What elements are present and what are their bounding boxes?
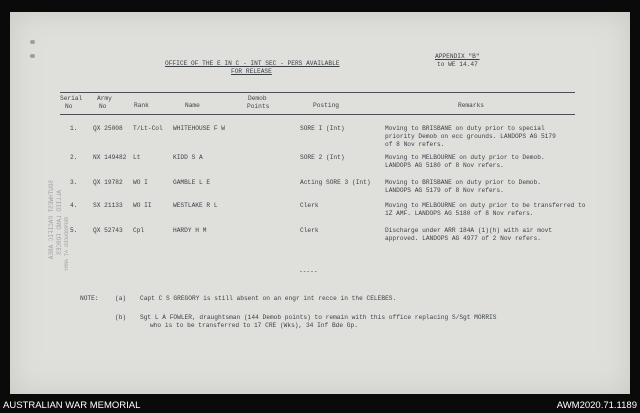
bleed-through-text: ALLIED LAND FORCES: [56, 190, 63, 255]
cell-rank: T/Lt-Col: [133, 125, 163, 132]
cell-rank: Lt: [133, 154, 141, 161]
column-header-posting: Posting: [313, 102, 339, 109]
column-header-remarks: Remarks: [458, 102, 484, 109]
cell-rank: Cpl: [133, 227, 145, 234]
note-marker: (a): [115, 295, 127, 302]
cell-rank: WO I: [133, 179, 148, 186]
cell-name: KIDD S A: [173, 154, 203, 161]
note-text: Capt C S GREGORY is still absent on an engr int recce in the CELEBES.: [140, 295, 397, 302]
cell-name: WHITEHOUSE F W: [173, 125, 225, 132]
punch-hole: [30, 54, 35, 58]
note-text: Sgt L A FOWLER, draughtsman (144 Demob points) to remain with this office replacing S/Sgt MORRIS: [140, 314, 497, 321]
punch-hole: [30, 40, 35, 44]
appendix-label: APPENDIX "B": [435, 53, 480, 60]
cell-serial: 4.: [70, 202, 78, 209]
cell-remarks: 1Z AMF. LANDOPS AG 5180 of 8 Nov refers.: [385, 210, 534, 217]
cell-posting: Clerk: [300, 202, 319, 209]
document-page: [10, 12, 630, 394]
cell-remarks: LANDOPS AG 5179 of 8 Nov refers.: [385, 187, 504, 194]
cell-serial: 3.: [70, 179, 78, 186]
cell-serial: 1.: [70, 125, 78, 132]
cell-posting: SORE I (Int): [300, 125, 345, 132]
column-header-serial: No: [65, 103, 73, 110]
column-header-rank: Rank: [134, 102, 149, 109]
cell-remarks: Moving to MELBOURNE on duty prior to be transferred to: [385, 202, 586, 209]
cell-serial: 5.: [70, 227, 78, 234]
note-text: who is to be transferred to 17 CRE (Wks), 34 Inf Bde Gp.: [150, 322, 358, 329]
column-header-points: Demob: [248, 95, 267, 102]
column-header-army: Army: [97, 95, 112, 102]
cell-name: HARDY H M: [173, 227, 207, 234]
table-top-rule: [60, 92, 575, 93]
table-header-rule: [60, 114, 575, 115]
note-marker: (b): [115, 314, 127, 321]
cell-army-no: QX 52743: [93, 227, 123, 234]
cell-posting: SORE 2 (Int): [300, 154, 345, 161]
appendix-reference: to WE 14.47: [437, 61, 478, 68]
bleed-through-text: REPRODUCED AT ARMY: [64, 217, 70, 272]
column-header-points: Points: [247, 103, 270, 110]
cell-serial: 2.: [70, 154, 78, 161]
bleed-through-text: SOUTHWEST PACIFIC AREA: [48, 180, 55, 260]
cell-army-no: SX 21133: [93, 202, 123, 209]
document-title: OFFICE OF THE E IN C - INT SEC - PERS AVAILABLE: [165, 60, 340, 67]
cell-name: GAMBLE L E: [173, 179, 211, 186]
cell-remarks: priority Demob on ecc grounds. LANDOPS AG 5179: [385, 133, 556, 140]
cell-rank: WO II: [133, 202, 152, 209]
archive-reference: AWM2020.71.1189: [556, 400, 637, 411]
cell-army-no: QX 19782: [93, 179, 123, 186]
cell-army-no: NX 149482: [93, 154, 127, 161]
cell-remarks: approved. LANDOPS AG 4977 of 2 Nov refers.: [385, 235, 541, 242]
cell-posting: Clerk: [300, 227, 319, 234]
cell-army-no: QX 25008: [93, 125, 123, 132]
section-separator: -----: [299, 268, 318, 275]
cell-remarks: Discharge under ARR 184A (1)(h) with air movt: [385, 227, 553, 234]
column-header-army: No: [99, 103, 107, 110]
column-header-serial: Serial: [60, 95, 83, 102]
cell-remarks: Moving to BRISBANE on duty prior to special: [385, 125, 545, 132]
cell-remarks: LANDOPS AG 5180 of 8 Nov refers.: [385, 162, 504, 169]
document-subtitle: FOR RELEASE: [231, 68, 272, 75]
cell-remarks: Moving to MELBOURNE on duty prior to Demob.: [385, 154, 545, 161]
notes-label: NOTE:: [80, 295, 99, 302]
cell-remarks: of 8 Nov refers.: [385, 141, 445, 148]
archive-credit: AUSTRALIAN WAR MEMORIAL: [3, 400, 141, 411]
column-header-name: Name: [185, 102, 200, 109]
cell-remarks: Moving to BRISBANE on duty prior to Demob.: [385, 179, 541, 186]
cell-name: WESTLAKE R L: [173, 202, 218, 209]
cell-posting: Acting SORE 3 (Int): [300, 179, 371, 186]
